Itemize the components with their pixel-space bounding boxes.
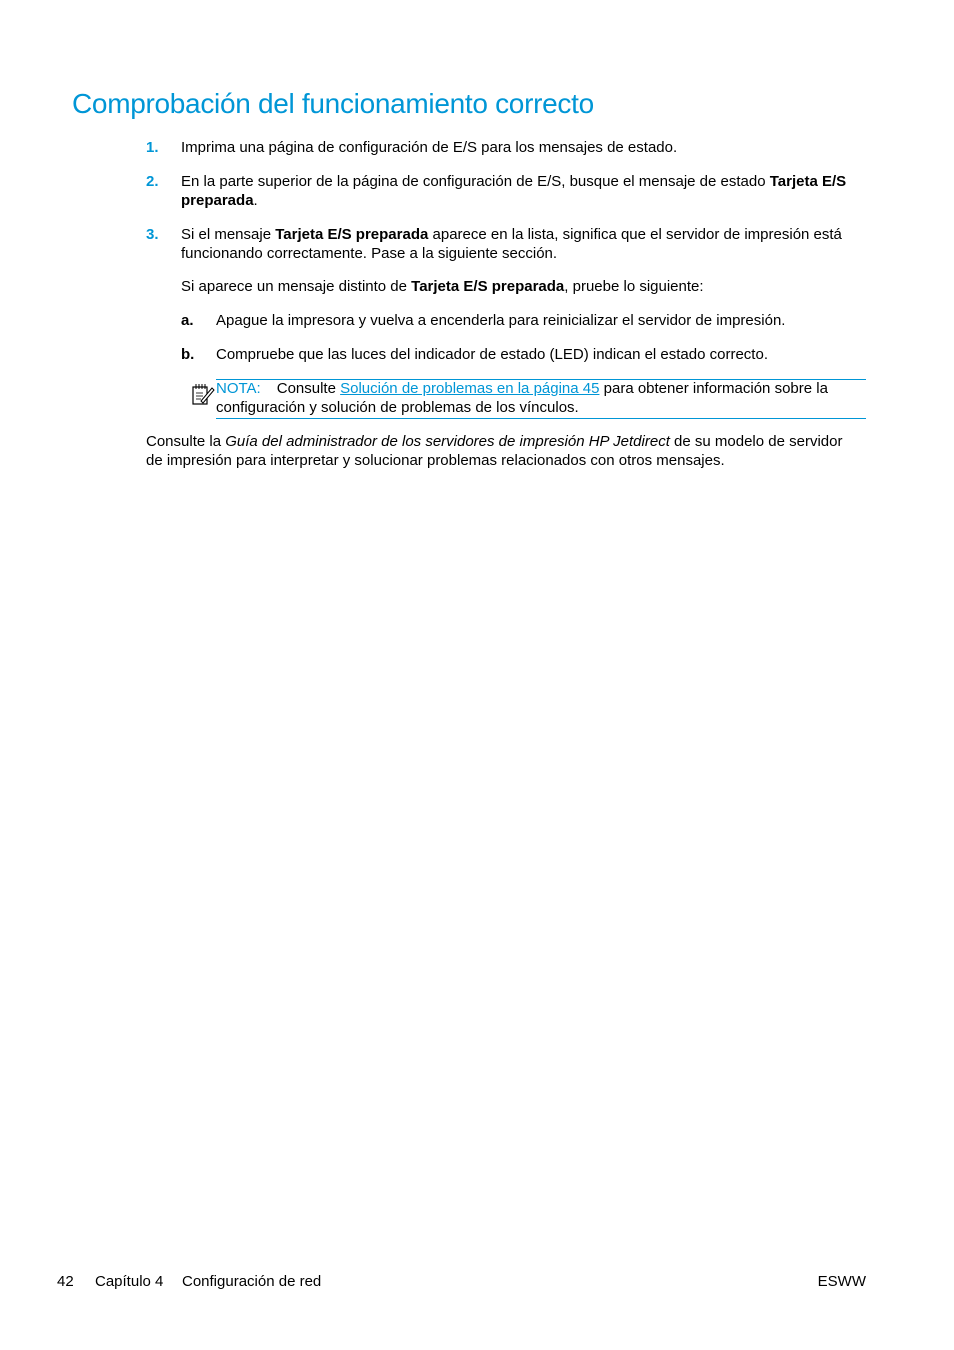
footer-code: ESWW xyxy=(817,1273,866,1290)
page-title: Comprobación del funcionamiento correcto xyxy=(72,88,594,119)
chapter-label: Capítulo 4 xyxy=(95,1273,164,1290)
step-text: Si el mensaje Tarjeta E/S preparada aparece en la lista, significa que el servidor de impresión está funcionando correctamente. Pase a la siguiente sección. xyxy=(181,226,842,262)
step-number: 1. xyxy=(146,139,159,156)
troubleshooting-link[interactable]: Solución de problemas en la página 45 xyxy=(340,380,600,397)
substep-letter: b. xyxy=(181,346,195,363)
substep-text: Apague la impresora y vuelva a encenderla para reinicializar el servidor de impresión. xyxy=(216,312,786,329)
note-icon xyxy=(190,381,216,407)
step-text: Imprima una página de configuración de E/S para los mensajes de estado. xyxy=(181,139,678,156)
status-message: Tarjeta E/S preparada xyxy=(181,173,847,209)
closing-paragraph: Consulte la Guía del administrador de los servidores de impresión HP Jetdirect de su modelo de servidor de impresión para interpretar y solucionar problemas relacionados con otros mensajes. xyxy=(146,433,843,469)
status-message: Tarjeta E/S preparada xyxy=(411,278,565,295)
substep-text: Compruebe que las luces del indicador de estado (LED) indican el estado correcto. xyxy=(216,346,768,363)
step-text: En la parte superior de la página de configuración de E/S, busque el mensaje de estado Tarjeta E/S preparada. xyxy=(181,173,847,209)
note-label: NOTA: xyxy=(216,380,261,397)
note-text: NOTA: Consulte Solución de problemas en la página 45 para obtener información sobre la configuración y solución de problemas de los vínculos. xyxy=(216,380,828,416)
step-number: 3. xyxy=(146,226,159,243)
note-bottom-rule xyxy=(216,418,866,419)
guide-title: Guía del administrador de los servidores de impresión HP Jetdirect xyxy=(225,433,670,450)
chapter-title: Configuración de red xyxy=(182,1273,322,1290)
status-message: Tarjeta E/S preparada xyxy=(275,226,429,243)
substep-letter: a. xyxy=(181,312,194,329)
step-number: 2. xyxy=(146,173,159,190)
page-number: 42 xyxy=(57,1273,74,1290)
step-followup: Si aparece un mensaje distinto de Tarjeta E/S preparada, pruebe lo siguiente: xyxy=(181,278,704,295)
